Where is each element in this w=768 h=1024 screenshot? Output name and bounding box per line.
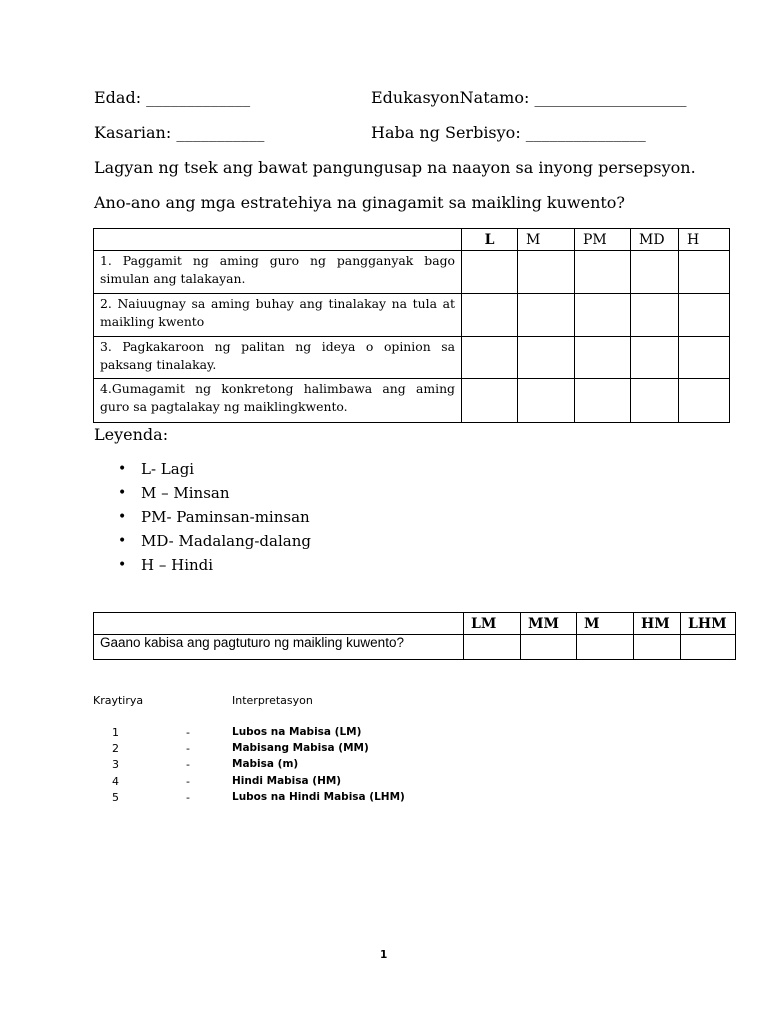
bullet-icon: • <box>118 557 127 573</box>
legend-item: • M – Minsan <box>94 481 311 505</box>
col-header-mm: MM <box>521 613 577 635</box>
check-cell[interactable] <box>631 379 679 423</box>
row-statement: 4.Gumagamit ng konkretong halimbawa ang aming guro sa pagtalakay ng maiklingkwento. <box>94 379 462 423</box>
check-cell[interactable] <box>679 294 730 337</box>
header-empty-cell <box>94 229 462 251</box>
bullet-icon: • <box>118 509 127 525</box>
bullet-icon: • <box>118 533 127 549</box>
check-cell[interactable] <box>462 379 518 423</box>
col-header-hm: HM <box>634 613 681 635</box>
criteria-number: 1 <box>112 726 119 739</box>
table-row <box>94 635 736 660</box>
check-cell[interactable] <box>631 337 679 379</box>
criteria-label: Mabisa (m) <box>232 758 299 770</box>
criteria-dash: - <box>186 758 190 771</box>
row-statement: 1. Paggamit ng aming guro ng pangganyak bago simulan ang talakayan. <box>94 251 462 294</box>
criteria-dash: - <box>186 726 190 739</box>
criteria-number: 3 <box>112 758 119 771</box>
check-cell[interactable] <box>631 294 679 337</box>
legend-title: Leyenda: <box>94 425 169 444</box>
check-cell[interactable] <box>518 294 575 337</box>
effectiveness-table <box>93 612 736 660</box>
check-cell[interactable] <box>518 251 575 294</box>
check-cell[interactable] <box>575 251 631 294</box>
haba-serbisyo-field: Haba ng Serbisyo: _______________ <box>371 123 646 142</box>
page-number: 1 <box>380 949 388 961</box>
table-row <box>94 294 730 337</box>
criteria-header-left: Kraytirya <box>93 694 144 707</box>
criteria-dash: - <box>186 742 190 755</box>
check-cell[interactable] <box>575 294 631 337</box>
check-cell[interactable] <box>679 379 730 423</box>
table-row <box>94 379 730 423</box>
check-cell[interactable] <box>518 379 575 423</box>
check-cell[interactable] <box>634 635 681 660</box>
criteria-number: 4 <box>112 775 119 788</box>
check-cell[interactable] <box>521 635 577 660</box>
check-cell[interactable] <box>575 337 631 379</box>
check-cell[interactable] <box>679 251 730 294</box>
criteria-dash: - <box>186 791 190 804</box>
row-statement: 2. Naiuugnay sa aming buhay ang tinalakay na tula at maikling kwento <box>94 294 462 337</box>
table-header-row <box>94 229 730 251</box>
col-header-l: L <box>462 229 518 251</box>
criteria-number: 2 <box>112 742 119 755</box>
instruction-text: Lagyan ng tsek ang bawat pangungusap na naayon sa inyong persepsyon. <box>94 158 696 177</box>
edukasyon-field: EdukasyonNatamo: ___________________ <box>371 88 687 107</box>
check-cell[interactable] <box>462 294 518 337</box>
legend-list <box>94 457 311 577</box>
strategies-table <box>93 228 730 423</box>
legend-item: • PM- Paminsan-minsan <box>94 505 311 529</box>
criteria-label: Mabisang Mabisa (MM) <box>232 742 369 754</box>
check-cell[interactable] <box>518 337 575 379</box>
criteria-label: Hindi Mabisa (HM) <box>232 775 342 787</box>
bullet-icon: • <box>118 485 127 501</box>
check-cell[interactable] <box>462 251 518 294</box>
header-empty-cell <box>94 613 464 635</box>
col-header-lm: LM <box>464 613 521 635</box>
row-statement: 3. Pagkakaroon ng palitan ng ideya o opinion sa paksang tinalakay. <box>94 337 462 379</box>
col-header-lhm: LHM <box>681 613 736 635</box>
legend-item: • H – Hindi <box>94 553 311 577</box>
check-cell[interactable] <box>575 379 631 423</box>
col-header-h: H <box>679 229 730 251</box>
check-cell[interactable] <box>464 635 521 660</box>
check-cell[interactable] <box>631 251 679 294</box>
effectiveness-question: Gaano kabisa ang pagtuturo ng maikling kuwento? <box>94 635 464 660</box>
question-heading: Ano-ano ang mga estratehiya na ginagamit sa maikling kuwento? <box>94 193 626 212</box>
criteria-label: Lubos na Hindi Mabisa (LHM) <box>232 791 405 803</box>
legend-item: • MD- Madalang-dalang <box>94 529 311 553</box>
col-header-pm: PM <box>575 229 631 251</box>
criteria-dash: - <box>186 775 190 788</box>
col-header-m: M <box>518 229 575 251</box>
table-row <box>94 251 730 294</box>
criteria-header-right: Interpretasyon <box>232 694 313 707</box>
table-header-row <box>94 613 736 635</box>
check-cell[interactable] <box>577 635 634 660</box>
legend-item: • L- Lagi <box>94 457 311 481</box>
col-header-md: MD <box>631 229 679 251</box>
criteria-number: 5 <box>112 791 119 804</box>
check-cell[interactable] <box>679 337 730 379</box>
check-cell[interactable] <box>681 635 736 660</box>
edad-field: Edad: _____________ <box>94 88 251 107</box>
criteria-label: Lubos na Mabisa (LM) <box>232 726 362 738</box>
check-cell[interactable] <box>462 337 518 379</box>
col-header-m: M <box>577 613 634 635</box>
bullet-icon: • <box>118 461 127 477</box>
kasarian-field: Kasarian: ___________ <box>94 123 265 142</box>
table-row <box>94 337 730 379</box>
